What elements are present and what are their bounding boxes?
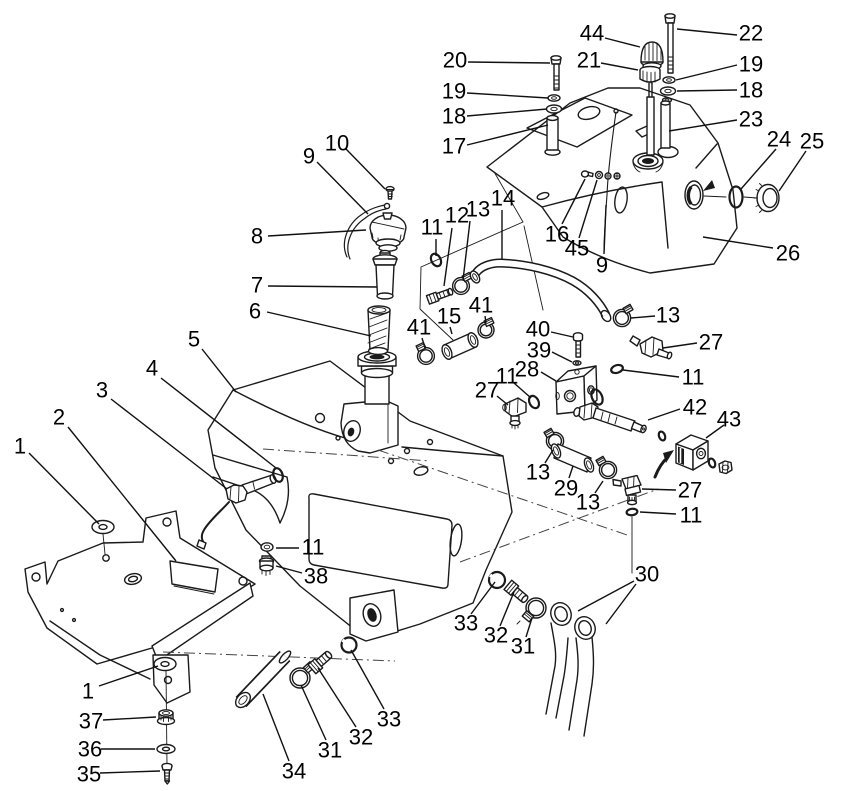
part-check-valve-42 — [573, 403, 647, 433]
part-number-label: 37 — [78, 708, 104, 734]
leader-line — [267, 312, 371, 336]
callout-29 — [554, 466, 578, 501]
part-number-label: 40 — [525, 316, 551, 342]
part-nut-43 — [719, 461, 732, 474]
callout-22 — [677, 21, 763, 46]
part-upper-tank — [487, 88, 757, 273]
part-vent-tube-17 — [547, 116, 558, 150]
part-number-label: 11 — [420, 214, 444, 240]
callout-37 — [79, 709, 156, 734]
part-number-label: 9 — [595, 252, 609, 278]
part-oring-small-b — [708, 458, 717, 469]
leader-line — [677, 29, 737, 35]
callout-44 — [580, 21, 640, 48]
part-number-label: 15 — [436, 303, 462, 329]
leader-line — [741, 149, 776, 189]
leader-line — [677, 90, 737, 91]
part-clamp-13-hose — [453, 272, 472, 294]
part-number-label: 26 — [775, 240, 801, 266]
callout-13d — [576, 481, 603, 515]
callout-19a — [442, 79, 548, 104]
part-number-label: 16 — [544, 221, 570, 247]
leader-line — [642, 489, 676, 490]
callout-11c — [623, 365, 704, 390]
leader-line — [623, 370, 679, 377]
part-number-label: 9 — [302, 143, 316, 169]
callout-43 — [706, 407, 741, 439]
part-number-label: 43 — [716, 406, 742, 432]
part-number-label: 27 — [474, 377, 500, 403]
part-number-label: 39 — [526, 337, 552, 363]
part-number-label: 11 — [495, 363, 519, 389]
callout-32b — [484, 592, 514, 648]
part-clamp-13-upper — [613, 304, 633, 326]
part-number-label: 10 — [324, 130, 350, 156]
part-clamp-13-lower-right — [596, 456, 617, 478]
part-number-label: 12 — [444, 202, 470, 228]
part-number-label: 44 — [579, 20, 605, 46]
callout-13b — [631, 303, 680, 328]
callout-19b — [676, 52, 763, 81]
callout-42 — [648, 395, 707, 421]
part-fitting-32-left — [308, 649, 334, 674]
callout-20 — [443, 48, 550, 73]
part-hoses-30 — [546, 600, 599, 736]
part-screen-6 — [368, 306, 390, 354]
leader-line — [676, 65, 737, 80]
leader-line — [351, 650, 384, 709]
part-number-label: 29 — [553, 475, 579, 501]
leader-line — [640, 512, 676, 514]
callout-8 — [251, 224, 366, 249]
part-washer-18-left — [547, 105, 562, 113]
callout-30 — [578, 562, 659, 625]
callout-27c — [642, 478, 702, 503]
part-number-label: 24 — [766, 126, 792, 152]
callout-3 — [96, 378, 227, 490]
leader-line — [444, 228, 452, 286]
leader-line — [606, 584, 636, 624]
leader-line — [111, 399, 227, 489]
part-elbow-38 — [260, 556, 274, 576]
part-number-label: 28 — [514, 356, 540, 382]
leader-line — [551, 332, 573, 337]
part-number-label: 31 — [510, 633, 536, 659]
callout-5 — [188, 327, 236, 393]
leader-line — [263, 694, 289, 761]
callout-18a — [442, 104, 547, 129]
callout-11d — [640, 503, 702, 528]
leader-line — [318, 668, 356, 727]
part-fuel-cap-8 — [370, 213, 406, 251]
part-nut-37 — [158, 710, 175, 725]
callout-18b — [677, 78, 763, 103]
part-number-label: 30 — [634, 561, 660, 587]
part-number-label: 17 — [441, 133, 467, 159]
part-number-label: 33 — [376, 706, 402, 732]
callout-34 — [263, 694, 306, 784]
part-fitting-12 — [426, 287, 454, 304]
leader-line — [541, 372, 556, 381]
part-number-label: 2 — [52, 404, 66, 430]
leader-line — [500, 592, 514, 626]
part-oring-small-a — [658, 431, 667, 442]
part-number-label: 36 — [77, 736, 103, 762]
part-number-label: 13 — [465, 196, 491, 222]
part-washer-36 — [157, 745, 175, 754]
part-cap-25 — [754, 184, 779, 213]
part-number-label: 13 — [575, 489, 601, 515]
part-ring-33-left — [342, 638, 357, 653]
leader-line — [578, 581, 634, 611]
part-screw-40 — [574, 333, 583, 357]
callout-10 — [325, 131, 385, 190]
part-cap-44 — [641, 42, 663, 69]
part-mounting-plate — [25, 511, 255, 703]
part-number-label: 5 — [187, 326, 201, 352]
part-number-label: 8 — [250, 223, 264, 249]
callout-14 — [491, 186, 515, 260]
callout-6 — [249, 299, 371, 337]
leader-line — [68, 427, 176, 561]
part-bolt-20 — [551, 56, 561, 90]
part-number-label: 20 — [442, 47, 468, 73]
callout-7 — [251, 273, 377, 298]
part-oring-11-upper — [610, 364, 624, 375]
part-ring-33-right — [489, 572, 505, 588]
part-number-label: 27 — [677, 477, 703, 503]
leader-line — [605, 38, 640, 47]
leader-line — [103, 717, 156, 720]
leader-line — [631, 316, 655, 318]
part-grommet-11-tank — [261, 543, 273, 551]
part-number-label: 6 — [248, 298, 262, 324]
leader-line — [463, 221, 470, 280]
part-washer-19-left — [548, 95, 560, 101]
leader-line — [202, 349, 236, 392]
leader-line — [317, 162, 368, 214]
callout-33a — [351, 650, 401, 732]
callout-1b — [82, 666, 158, 704]
part-number-label: 32 — [348, 724, 374, 750]
callout-27b — [663, 330, 723, 355]
callout-31b — [511, 618, 535, 659]
part-number-label: 41 — [468, 292, 494, 318]
callout-11a — [421, 215, 444, 257]
part-number-label: 11 — [679, 502, 703, 528]
leader-line — [100, 771, 160, 773]
part-clamp-41-left — [416, 343, 434, 365]
part-number-label: 19 — [738, 51, 764, 77]
leader-line — [648, 409, 680, 420]
part-number-label: 19 — [441, 78, 467, 104]
part-screw-10 — [386, 187, 394, 199]
part-hose-34 — [233, 649, 293, 710]
part-number-label: 25 — [799, 128, 825, 154]
part-washer-19-right — [663, 77, 675, 83]
part-number-label: 13 — [655, 302, 681, 328]
leader-line — [29, 453, 99, 524]
callout-41a — [407, 315, 431, 349]
part-number-label: 27 — [698, 329, 724, 355]
leader-line — [301, 685, 326, 740]
part-number-label: 45 — [564, 235, 590, 261]
part-number-label: 23 — [738, 106, 764, 132]
part-number-label: 3 — [95, 377, 109, 403]
part-number-label: 14 — [490, 185, 516, 211]
part-number-label: 32 — [483, 622, 509, 648]
callout-35 — [77, 762, 160, 787]
leader-line — [467, 93, 548, 98]
leader-line — [467, 109, 547, 116]
part-tube-23 — [661, 101, 670, 148]
callout-24 — [741, 127, 791, 190]
part-number-label: 31 — [317, 737, 343, 763]
leader-line — [779, 151, 806, 191]
part-hose-15 — [440, 331, 480, 360]
part-number-label: 22 — [738, 20, 764, 46]
part-number-label: 11 — [681, 364, 705, 390]
part-number-label: 38 — [303, 563, 329, 589]
part-number-label: 34 — [281, 758, 307, 784]
leader-line — [268, 286, 377, 287]
part-number-label: 18 — [738, 77, 764, 103]
leader-line — [601, 63, 638, 70]
part-number-label: 42 — [682, 394, 708, 420]
part-number-label: 13 — [525, 459, 551, 485]
part-number-label: 1 — [81, 678, 95, 704]
callout-2 — [53, 405, 176, 562]
part-number-label: 33 — [453, 610, 479, 636]
part-number-label: 11 — [301, 534, 325, 560]
part-number-label: 4 — [145, 355, 159, 381]
callout-36 — [78, 737, 155, 762]
part-number-label: 1 — [13, 433, 27, 459]
part-bolt-22 — [665, 14, 675, 73]
part-spacer-7 — [373, 250, 397, 299]
part-number-label: 7 — [250, 272, 264, 298]
part-fitting-32-right — [504, 580, 530, 605]
leader-line — [663, 343, 697, 348]
part-number-label: 18 — [441, 103, 467, 129]
part-screw-35 — [162, 763, 172, 784]
part-number-label: 35 — [76, 761, 102, 787]
callout-13c — [526, 450, 553, 485]
part-number-label: 41 — [406, 314, 432, 340]
callout-1a — [14, 434, 99, 525]
callout-15 — [437, 304, 461, 335]
part-washer-45 — [596, 172, 603, 179]
callout-21 — [577, 48, 638, 73]
part-washer-39 — [573, 361, 581, 365]
leader-line — [346, 149, 385, 189]
part-number-label: 21 — [576, 47, 602, 73]
leader-line — [468, 62, 550, 63]
leader-line — [552, 352, 572, 362]
